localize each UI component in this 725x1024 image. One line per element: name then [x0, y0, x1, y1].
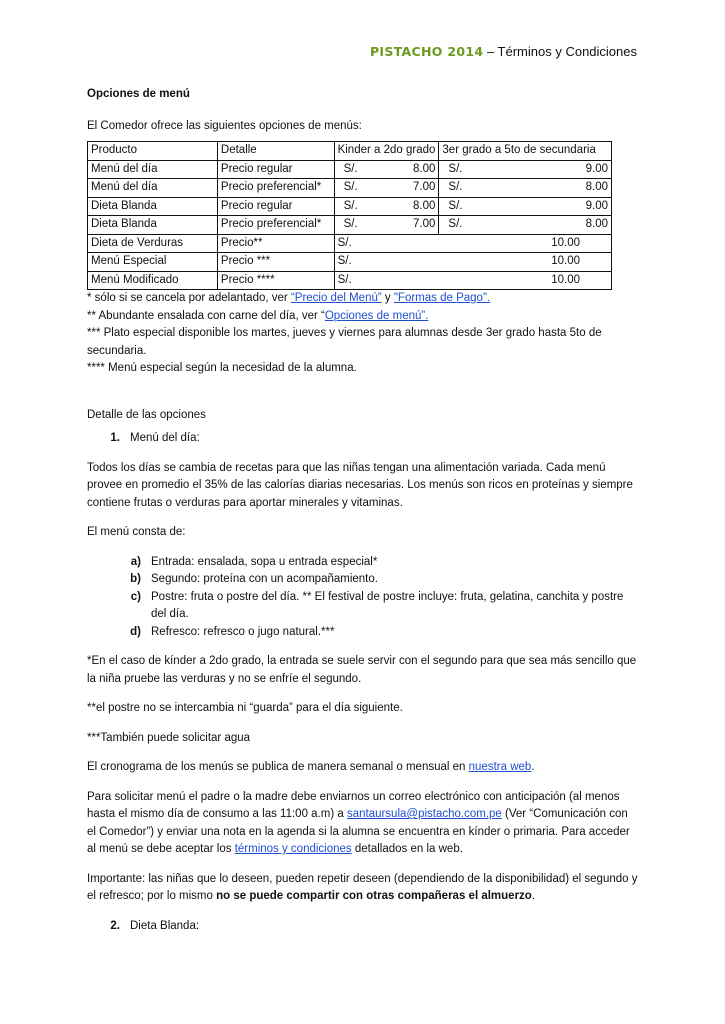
price-value: 8.00 [413, 162, 436, 175]
list-item [87, 571, 638, 589]
list-marker: 1. [110, 432, 120, 444]
solicitud-paragraph [87, 789, 638, 859]
table-cell-detalle: Precio preferencial* [217, 216, 334, 235]
table-cell-kinder [334, 179, 439, 198]
list-item [87, 589, 638, 624]
note-2 [87, 308, 638, 326]
table-header-cell: Producto [88, 142, 218, 161]
document-body [87, 86, 638, 935]
list-item-2 [87, 918, 638, 936]
price-value: 9.00 [585, 199, 608, 212]
paragraph-text: Importante: las niñas que lo deseen, pueden repetir deseen (dependiendo de la disponibilidad) el segundo y el refresco; por lo mismo [87, 872, 638, 902]
list-marker: a) [130, 555, 141, 568]
table-cell-producto: Menú Especial [88, 253, 218, 272]
paragraph-text: El cronograma de los menús se publica de manera semanal o mensual en [87, 761, 469, 773]
list-item-text: Postre: fruta o postre del día. ** El festival de postre incluye: fruta, gelatina, canchita y postre del día. [151, 590, 624, 620]
intro-text: El Comedor ofrece las siguientes opciones de menús: [87, 119, 362, 132]
precio-menu-link[interactable]: “Precio del Menú” [290, 292, 382, 304]
footnote-1: *En el caso de kínder a 2do grado, la entrada se suele servir con el segundo para que sea más sencillo que la niña pruebe las verduras y no se enfríe el segundo. [87, 655, 637, 685]
menu-price-table [87, 141, 612, 290]
currency: S/. [337, 273, 352, 286]
formas-pago-link[interactable]: "Formas de Pago". [393, 292, 491, 304]
price-value: 10.00 [551, 273, 580, 286]
table-cell-detalle: Precio regular [217, 197, 334, 216]
list-item-label: Dieta Blanda: [130, 919, 200, 932]
opciones-menu-link[interactable]: Opciones de menú”. [324, 309, 429, 322]
section-title: Opciones de menú [87, 88, 190, 100]
list-marker: c) [130, 590, 141, 603]
currency: S/. [448, 199, 463, 212]
terminos-link[interactable]: términos y condiciones [234, 843, 352, 855]
table-cell-producto: Menú Modificado [88, 271, 218, 290]
currency: S/. [343, 218, 358, 230]
currency: S/. [448, 218, 463, 230]
currency: S/. [343, 162, 358, 175]
list-item-text: Refresco: refresco o jugo natural.*** [151, 625, 335, 638]
table-row [88, 160, 612, 179]
brand-logo-text: PISTACHO 2014 [369, 44, 484, 59]
table-cell-producto: Dieta Blanda [88, 216, 218, 235]
table-row [88, 179, 612, 198]
table-cell-secundaria [439, 197, 612, 216]
list-item-1 [87, 430, 638, 448]
currency: S/. [337, 236, 352, 249]
table-cell-secundaria [439, 160, 612, 179]
currency: S/. [343, 181, 358, 193]
paragraph-text: Para solicitar menú el padre o la madre debe enviarnos un correo electrónico con anticipación (al menos hasta el mismo día de consumo a las 11:00 a.m) a [87, 790, 620, 820]
nuestra-web-link[interactable]: nuestra web [468, 761, 532, 773]
price-value: 8.00 [585, 181, 608, 193]
details-title: Detalle de las opciones [87, 408, 206, 421]
table-cell-producto: Dieta de Verduras [88, 234, 218, 253]
paragraph-text: detallados en la web. [351, 843, 463, 855]
price-value: 10.00 [551, 255, 580, 267]
table-cell-detalle: Precio** [217, 234, 334, 253]
price-value: 7.00 [413, 218, 436, 230]
table-cell-detalle: Precio preferencial* [217, 179, 334, 198]
price-value: 7.00 [413, 181, 436, 193]
footnote-3: ***También puede solicitar agua [87, 731, 251, 744]
list-item [87, 624, 638, 642]
table-cell-producto: Menú del día [88, 179, 218, 198]
email-link[interactable]: santaursula@pistacho.com.pe [346, 808, 502, 820]
subitem-list [87, 554, 638, 642]
price-value: 8.00 [413, 199, 436, 212]
currency: S/. [343, 199, 358, 212]
importante-paragraph [87, 871, 638, 906]
bold-warning-text: no se puede compartir con otras compañeras el almuerzo [216, 890, 532, 902]
list-item-text: Entrada: ensalada, sopa u entrada especial* [151, 555, 378, 568]
note-1 [87, 290, 638, 308]
table-cell-merged-price [334, 253, 611, 272]
table-cell-secundaria [439, 216, 612, 235]
table-cell-merged-price [334, 271, 611, 290]
table-cell-kinder [334, 160, 439, 179]
table-cell-producto: Menú del día [88, 160, 218, 179]
table-header-cell: Detalle [217, 142, 334, 161]
header-title: – Términos y Condiciones [483, 44, 637, 59]
table-cell-producto: Dieta Blanda [88, 197, 218, 216]
list-item-label: Menú del día: [130, 432, 200, 444]
note-text: ** Abundante ensalada con carne del día, ver “ [87, 309, 325, 322]
price-value: 9.00 [585, 162, 608, 175]
list-item [87, 554, 638, 572]
table-row [88, 253, 612, 272]
currency: S/. [448, 181, 463, 193]
table-cell-kinder [334, 197, 439, 216]
paragraph-text: (Ver “Comunicación con el Comedor”) y enviar una nota en la agenda si la alumna se encuentra en kínder o primaria. Para acceder al menú se debe aceptar los [87, 808, 630, 855]
table-header-cell: Kinder a 2do grado [334, 142, 439, 161]
footnote-2: **el postre no se intercambia ni “guarda” para el día siguiente. [87, 702, 403, 714]
table-cell-secundaria [439, 179, 612, 198]
table-cell-detalle: Precio **** [217, 271, 334, 290]
price-value: 10.00 [551, 236, 580, 249]
table-header-cell: 3er grado a 5to de secundaria [439, 142, 612, 161]
paragraph-text: . [531, 761, 535, 773]
page-header [370, 43, 637, 61]
table-row [88, 197, 612, 216]
table-cell-kinder [334, 216, 439, 235]
note-text: y [381, 292, 394, 304]
table-row [88, 234, 612, 253]
note-3: *** Plato especial disponible los martes, jueves y viernes para alumnas desde 3er grado hasta 5to de secundaria. [87, 327, 602, 357]
currency: S/. [337, 255, 352, 267]
currency: S/. [448, 162, 463, 175]
table-cell-detalle: Precio regular [217, 160, 334, 179]
table-row [88, 216, 612, 235]
paragraph-text: . [531, 890, 536, 902]
table-header-row [88, 142, 612, 161]
table-cell-merged-price [334, 234, 611, 253]
paragraph-menu-del-dia: Todos los días se cambia de recetas para que las niñas tengan una alimentación variada. Cada menú provee en promedio el 35% de las calorías diarias necesarias. Los menús son ricos en proteínas y siempre contiene frutas o verduras para aportar minerales y vitaminas. [87, 461, 633, 509]
cronograma-text [87, 759, 638, 777]
list-marker: d) [130, 625, 141, 638]
note-4: **** Menú especial según la necesidad de la alumna. [87, 362, 357, 374]
note-text: * sólo si se cancela por adelantado, ver [87, 292, 291, 304]
consta-text: El menú consta de: [87, 526, 186, 538]
table-cell-detalle: Precio *** [217, 253, 334, 272]
price-value: 8.00 [585, 218, 608, 230]
list-marker: b) [130, 573, 141, 585]
table-row [88, 271, 612, 290]
list-marker: 2. [110, 919, 120, 932]
list-item-text: Segundo: proteína con un acompañamiento. [151, 573, 378, 585]
